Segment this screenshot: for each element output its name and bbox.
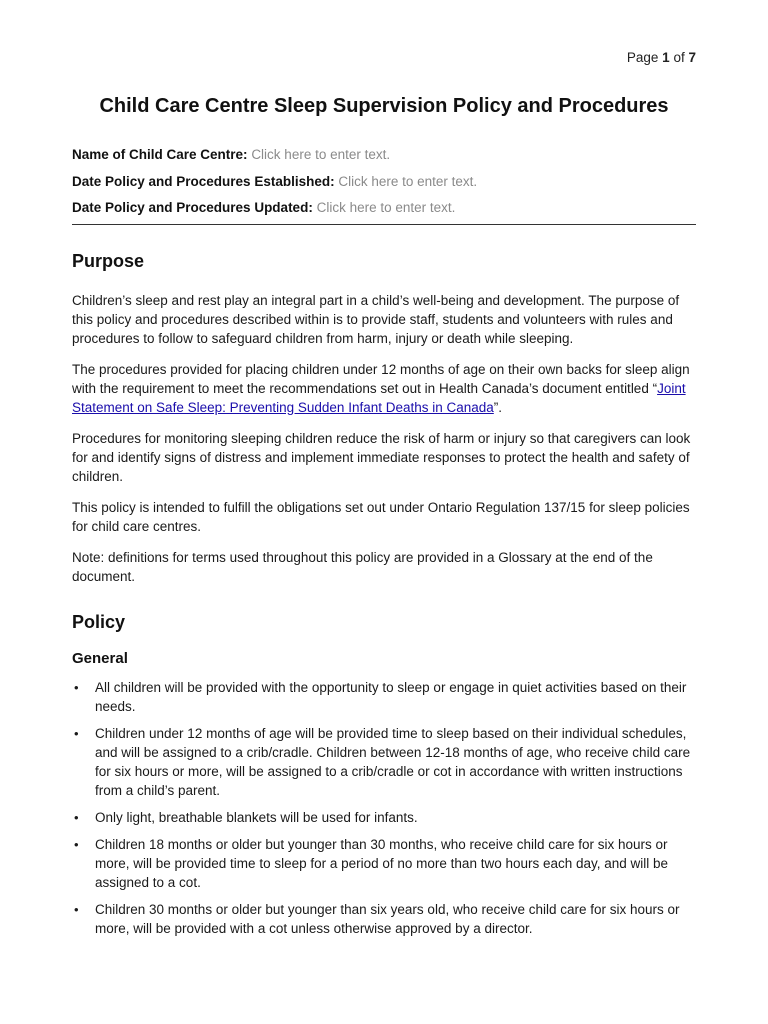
purpose-heading: Purpose [72,250,145,271]
page-number [627,50,696,65]
field-date-updated [72,195,696,222]
purpose-paragraph-5: Note: definitions for terms used throughout this policy are provided in a Glossary at the end of the document. [72,549,653,584]
list-item-text: All children will be provided with the opportunity to sleep or engage in quiet activities based on their needs. [95,679,687,714]
bullet-icon: • [74,809,79,825]
document-body [72,92,696,946]
page-total: 7 [688,50,696,65]
bullet-icon: • [74,836,79,852]
general-subheading: General [72,649,128,667]
purpose-paragraph-2 [72,360,696,417]
list-item-text: Children under 12 months of age will be provided time to sleep based on their individual schedules, and will be assigned to a crib/cradle. Children between 12-18 months of age, who receive child care for six hours or more, will be assigned to a crib/cradle or cot in accordance with written instructions from a child’s parent. [95,725,691,798]
list-item [72,835,696,892]
field-date-established [72,169,696,196]
field-label: Name of Child Care Centre: [72,147,248,162]
date-updated-input[interactable]: Click here to enter text. [316,200,456,215]
purpose-paragraph-3: Procedures for monitoring sleeping children reduce the risk of harm or injury so that caregivers can look for and identify signs of distress and implement immediate responses to protect the health and safety of children. [72,430,691,484]
bullet-icon: • [74,901,79,917]
list-item [72,808,696,827]
list-item-text: Children 18 months or older but younger than 30 months, who receive child care for six hours or more, will be provided time to sleep for a period of no more than two hours each day, and will be assigned to a cot. [95,836,669,890]
policy-heading: Policy [72,611,126,632]
purpose-paragraph-2-end: ”. [493,399,503,415]
list-item [72,678,696,716]
purpose-paragraph-1: Children’s sleep and rest play an integral part in a child’s well-being and development. The purpose of this policy and procedures described within is to provide staff, students and volunteers with rules and procedures to follow to safeguard children from harm, injury or death while sleeping. [72,292,680,346]
joint-statement-link[interactable]: Joint Statement on Safe Sleep: Preventing Sudden Infant Deaths in Canada [72,380,686,415]
bullet-icon: • [74,679,79,695]
list-item [72,900,696,938]
list-item-text: Only light, breathable blankets will be used for infants. [95,809,418,825]
field-label: Date Policy and Procedures Established: [72,173,335,189]
purpose-paragraph-2-text: The procedures provided for placing children under 12 months of age on their own backs for sleep align with the requirement to meet the recommendations set out in Health Canada’s document entitled “ [72,361,690,396]
purpose-paragraph-4: This policy is intended to fulfill the obligations set out under Ontario Regulation 137/15 for sleep policies for child care centres. [72,499,690,534]
list-item-text: Children 30 months or older but younger than six years old, who receive child care for six hours or more, will be provided with a cot unless otherwise approved by a director. [95,901,680,936]
bullet-icon: • [74,725,79,741]
policy-bullet-list [72,678,696,938]
page-prefix: Page [626,50,659,65]
form-fields [72,142,696,225]
centre-name-input[interactable]: Click here to enter text. [251,147,391,162]
field-label: Date Policy and Procedures Updated: [72,200,313,215]
page-current: 1 [662,50,670,65]
field-centre-name [72,142,696,169]
page-of: of [673,50,685,65]
list-item [72,724,696,800]
date-established-input[interactable]: Click here to enter text. [338,173,478,189]
document-title: Child Care Centre Sleep Supervision Policy and Procedures [99,95,669,117]
